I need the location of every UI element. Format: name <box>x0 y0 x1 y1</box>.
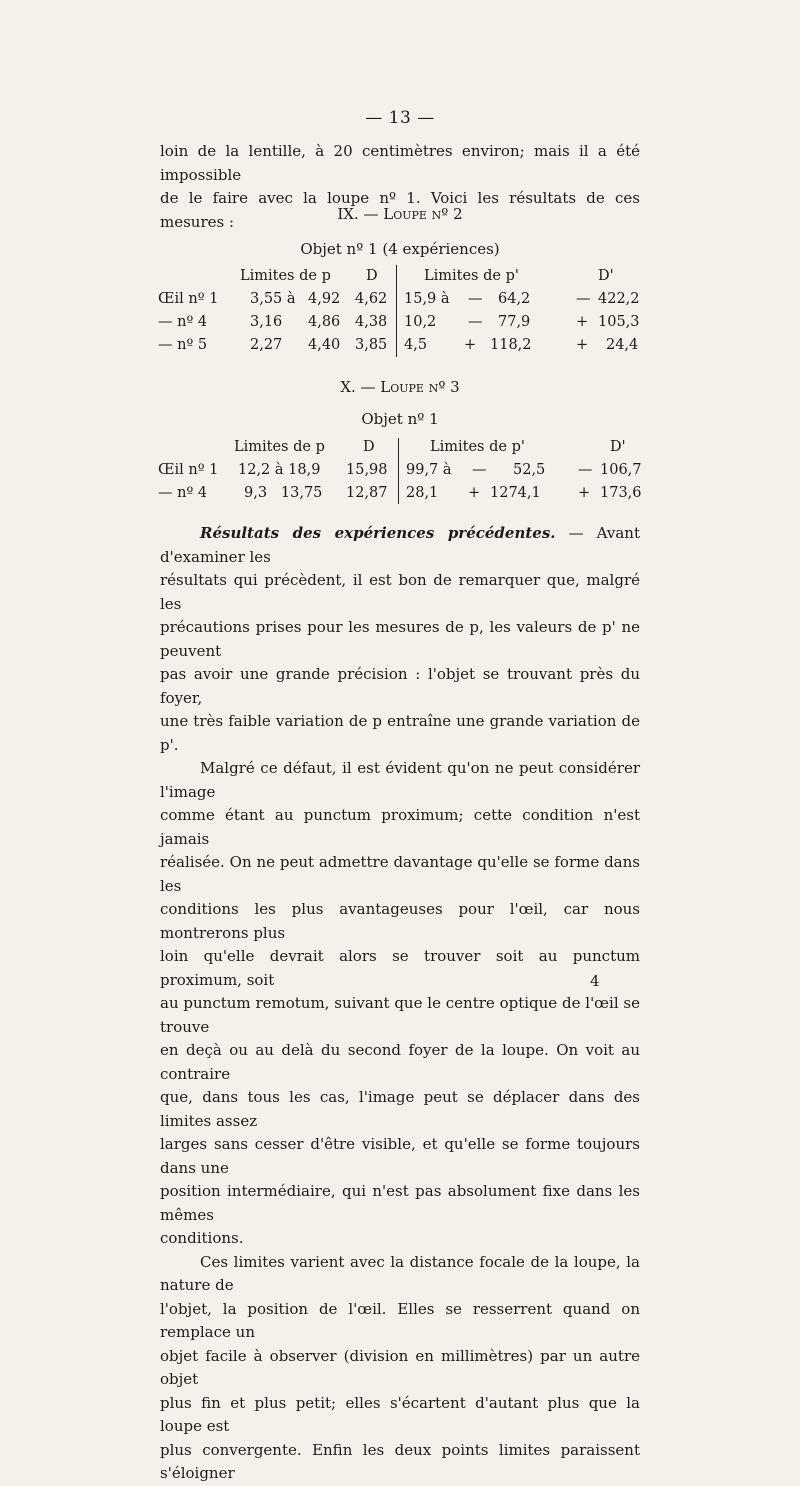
table-1-title <box>160 205 640 223</box>
table-2-title-prefix: X. — <box>340 378 381 396</box>
pp-max: 77,9 <box>498 314 531 330</box>
body-line: loin qu'elle devrait alors se trouver soit au punctum proximum, soit <box>160 947 640 989</box>
pp-sign: — <box>468 314 483 330</box>
body-line: Malgré ce défaut, il est évident qu'on ne peut considérer l'image <box>160 759 640 801</box>
table-row <box>158 482 644 505</box>
body-line: Ces limites varient avec la distance focale de la loupe, la nature de <box>160 1252 640 1294</box>
pp-sign: + <box>464 337 477 353</box>
heading-continuation: — Avant d'examiner les <box>160 524 640 566</box>
body-line: l'objet, la position de l'œil. Elles se resserrent quand on remplace un <box>160 1299 640 1341</box>
body-line: conditions les plus avantageuses pour l'œil, car nous montrerons plus <box>160 900 640 942</box>
pp-max: 64,2 <box>498 291 531 307</box>
pp-sign: — <box>472 462 487 478</box>
dp-value: 105,3 <box>598 314 640 330</box>
d-value: 4,38 <box>355 314 388 330</box>
p-max: 4,92 <box>308 291 341 307</box>
signature-number: 4 <box>590 972 600 990</box>
pp-max: 118,2 <box>490 337 532 353</box>
dp-sign: + <box>576 337 589 353</box>
intro-line: loin de la lentille, à 20 centimètres environ; mais il a été impossible <box>160 142 640 184</box>
p-min: 2,27 <box>250 337 283 353</box>
header-limites-p: Limites de p <box>234 439 325 455</box>
dp-sign: — <box>576 291 591 307</box>
p-range: 9,3 13,75 <box>244 485 323 501</box>
pp-sign: + <box>468 485 481 501</box>
body-line: précautions prises pour les mesures de p, les valeurs de p' ne peuvent <box>160 618 640 660</box>
table-1 <box>158 265 644 357</box>
body-line: que, dans tous les cas, l'image peut se déplacer dans des limites assez <box>160 1088 640 1130</box>
d-value: 4,62 <box>355 291 388 307</box>
header-d: D <box>363 439 375 455</box>
table-2-title <box>160 378 640 396</box>
p-min: 3,55 à <box>250 291 296 307</box>
p-max: 4,86 <box>308 314 341 330</box>
header-d: D <box>366 268 378 284</box>
body-line: en deçà ou au delà du second foyer de la loupe. On voit au contraire <box>160 1041 640 1083</box>
body-line: réalisée. On ne peut admettre davantage qu'elle se forme dans les <box>160 853 640 895</box>
p-range: 12,2 à 18,9 <box>238 462 321 478</box>
body-text <box>160 522 640 1486</box>
header-d-prime: D' <box>598 268 614 284</box>
dp-sign: + <box>578 485 591 501</box>
d-value: 12,87 <box>346 485 388 501</box>
row-label: — nº 4 <box>158 485 208 501</box>
body-line: plus convergente. Enfin les deux points limites paraissent s'éloigner <box>160 1440 640 1482</box>
section-heading: Résultats des expériences précédentes. <box>200 524 556 542</box>
body-line: une très faible variation de p entraîne une grande variation de p'. <box>160 712 640 754</box>
body-line: plus fin et plus petit; elles s'écartent d'autant plus que la loupe est <box>160 1393 640 1435</box>
table-row <box>158 334 644 357</box>
dp-sign: + <box>576 314 589 330</box>
p-max: 4,40 <box>308 337 341 353</box>
d-value: 3,85 <box>355 337 388 353</box>
intro-line: de le faire avec la loupe nº 1. Voici les résultats de ces mesures : <box>160 189 640 231</box>
row-label: Œil nº 1 <box>158 291 219 307</box>
page-number: — 13 — <box>365 108 435 128</box>
body-line: position intermédiaire, qui n'est pas absolument fixe dans les mêmes <box>160 1182 640 1224</box>
pp-min: 4,5 <box>404 337 428 353</box>
pp-sign: — <box>468 291 483 307</box>
pp-min: 99,7 à <box>406 462 452 478</box>
row-label: — nº 4 <box>158 314 208 330</box>
body-line: pas avoir une grande précision : l'objet se trouvant près du foyer, <box>160 665 640 707</box>
p-min: 3,16 <box>250 314 283 330</box>
header-limites-p-prime: Limites de p' <box>430 439 525 455</box>
table-row <box>158 311 644 334</box>
table-2 <box>158 436 644 505</box>
header-d-prime: D' <box>610 439 626 455</box>
pp-max: 52,5 <box>513 462 546 478</box>
table-1-title-prefix: IX. — <box>337 205 384 223</box>
body-line: objet facile à observer (division en millimètres) par un autre objet <box>160 1346 640 1388</box>
row-label: — nº 5 <box>158 337 208 353</box>
dp-value: 422,2 <box>598 291 640 307</box>
dp-value: 106,7 <box>600 462 642 478</box>
body-line: au punctum remotum, suivant que le centre optique de l'œil se trouve <box>160 994 640 1036</box>
table-1-header <box>158 265 644 288</box>
body-line: comme étant au punctum proximum; cette condition n'est jamais <box>160 806 640 848</box>
header-limites-p-prime: Limites de p' <box>424 268 519 284</box>
body-line: résultats qui précèdent, il est bon de remarquer que, malgré les <box>160 571 640 613</box>
table-2-header <box>158 436 644 459</box>
header-limites-p: Limites de p <box>240 268 331 284</box>
table-row <box>158 459 644 482</box>
pp-min: 15,9 à <box>404 291 450 307</box>
table-2-subtitle: Objet nº 1 <box>361 410 439 428</box>
row-label: Œil nº 1 <box>158 462 219 478</box>
body-line: conditions. <box>160 1229 244 1247</box>
body-line: larges sans cesser d'être visible, et qu'elle se forme toujours dans une <box>160 1135 640 1177</box>
pp-max: 1274,1 <box>490 485 541 501</box>
dp-sign: — <box>578 462 593 478</box>
pp-min: 10,2 <box>404 314 437 330</box>
d-value: 15,98 <box>346 462 388 478</box>
table-1-subtitle: Objet nº 1 (4 expériences) <box>300 240 500 258</box>
table-2-title-caps: Loupe nº 3 <box>380 378 460 396</box>
table-1-title-caps: Loupe nº 2 <box>383 205 463 223</box>
dp-value: 24,4 <box>606 337 639 353</box>
paragraph-1-first-line <box>160 522 640 569</box>
table-row <box>158 288 644 311</box>
pp-min: 28,1 <box>406 485 439 501</box>
dp-value: 173,6 <box>600 485 642 501</box>
